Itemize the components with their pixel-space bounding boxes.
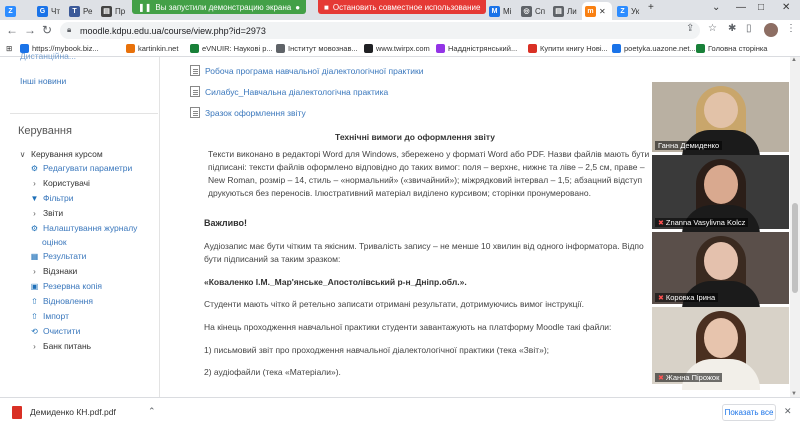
- scroll-down-icon[interactable]: ▼: [791, 391, 797, 397]
- bookmark-label: Головна сторінка: [708, 44, 768, 53]
- reset-arrow-icon: ⟲: [31, 326, 38, 336]
- bookmark-favicon-icon: [364, 44, 373, 53]
- globe-favicon-icon: ◎: [521, 6, 532, 17]
- sidebar-item-11[interactable]: [30, 296, 93, 306]
- tab-6[interactable]: [518, 2, 548, 20]
- tab-title: Чт: [51, 6, 60, 16]
- tab-active[interactable]: [582, 2, 612, 20]
- archive-icon: ▣: [30, 281, 39, 291]
- bookmark-star-icon[interactable]: ☆: [708, 23, 717, 34]
- paragraph-line: підписані: тексти файлів оформлено відповідно до таких вимог: поля – верхнє, нижнє та ліве – 2,5 см, праве –: [208, 162, 645, 172]
- sidebar-item-label: Керування курсом: [31, 149, 103, 159]
- document-favicon-icon: T: [69, 6, 80, 17]
- download-file-name[interactable]: Демиденко КН.pdf.pdf: [30, 407, 116, 417]
- mic-muted-icon: ✖: [658, 294, 664, 302]
- sidebar-section-title: Керування: [18, 125, 72, 137]
- sidebar-item-14[interactable]: [30, 341, 91, 351]
- bookmark-label: https://mybook.biz...: [32, 44, 99, 53]
- participant-name: Жанна Пірожок: [665, 373, 720, 382]
- chevron-down-icon: ∨: [19, 149, 26, 159]
- file-link[interactable]: [190, 65, 423, 76]
- page-scrollbar[interactable]: [790, 57, 800, 397]
- gear-icon: ⚙: [30, 223, 39, 233]
- sidebar-item-2[interactable]: [30, 163, 132, 173]
- stop-icon: ■: [324, 2, 329, 12]
- chevron-right-icon: ›: [33, 208, 36, 218]
- shield-check-icon: ●: [295, 2, 301, 12]
- tab-7[interactable]: [550, 2, 580, 20]
- stop-sharing-button[interactable]: [318, 0, 486, 14]
- document-icon: [190, 107, 200, 118]
- sidebar-item-1[interactable]: [18, 149, 103, 159]
- participant-video-tile[interactable]: [652, 307, 789, 384]
- tab-5[interactable]: [486, 2, 516, 20]
- minimize-icon[interactable]: —: [736, 2, 746, 13]
- sidebar-item-3[interactable]: [30, 178, 90, 188]
- address-bar[interactable]: [60, 22, 700, 39]
- sidebar-item-12[interactable]: [30, 311, 69, 321]
- close-icon[interactable]: ✕: [599, 6, 606, 16]
- apps-grid-icon[interactable]: ⊞: [6, 44, 13, 53]
- bookmark-favicon-icon: [436, 44, 445, 53]
- bookmark-label: Наддністрянський...: [448, 44, 518, 53]
- mic-muted-icon: ✖: [658, 219, 664, 227]
- back-icon[interactable]: ←: [6, 23, 18, 37]
- paragraph-line: Студенти мають чітко й ретельно записати отримані результати, дотримуючись вимог інструкції.: [204, 299, 585, 309]
- maximize-icon[interactable]: □: [758, 2, 765, 13]
- file-link[interactable]: [190, 86, 388, 97]
- paragraph-line: Аудіозапис має бути чітким та якісним. Тривалість запису – не менше 10 хвилин від одного інформатора. Відпо: [204, 241, 644, 251]
- chevron-right-icon: ›: [33, 266, 36, 276]
- chevron-right-icon: ›: [33, 341, 36, 351]
- sidebar-item-5[interactable]: [30, 208, 63, 218]
- tab-3[interactable]: [66, 2, 96, 20]
- bookmark-label: Купити книгу Нові...: [540, 44, 608, 53]
- upload-icon: ⇧: [31, 311, 38, 321]
- bookmark-item[interactable]: [696, 44, 767, 53]
- file-link-label: Зразок оформлення звіту: [205, 107, 306, 118]
- participant-name: Ганна Демиденко: [658, 141, 720, 150]
- participant-video-tile[interactable]: [652, 155, 789, 229]
- file-link-label: Силабус_Навчальна діалектологічна практика: [205, 86, 389, 97]
- meet-favicon-icon: M: [489, 6, 500, 17]
- table-icon: ▦: [30, 251, 39, 261]
- file-link[interactable]: [190, 107, 306, 118]
- stop-sharing-label: Остановить совместное использование: [332, 2, 481, 12]
- tab-2[interactable]: [34, 2, 64, 20]
- sidebar-item-label: Фільтри: [43, 193, 74, 203]
- bookmark-label: eVNUIR: Наукові р...: [202, 44, 273, 53]
- paragraph-line: На кінець проходження навчальної практики студенти завантажують на платформу Moodle такі файли:: [204, 322, 612, 332]
- share-icon[interactable]: ⇪: [686, 23, 695, 34]
- sidebar-item-label: Очистити: [43, 326, 81, 336]
- divider: [10, 113, 158, 114]
- bookmark-item[interactable]: [190, 44, 273, 53]
- bookmark-label: www.twirpx.com: [376, 44, 430, 53]
- sidebar-item-label: Редагувати параметри: [43, 163, 133, 173]
- bookmark-label: Інститут мовознав...: [288, 44, 358, 53]
- participant-face: [704, 165, 738, 203]
- reload-icon[interactable]: ↻: [42, 23, 53, 37]
- bookmark-favicon-icon: [126, 44, 135, 53]
- sidebar-item-label: Відзнаки: [43, 266, 78, 276]
- bookmark-favicon-icon: [612, 44, 621, 53]
- sidebar-item-13[interactable]: [30, 326, 80, 336]
- tab-4[interactable]: [98, 2, 128, 20]
- book-favicon-icon: ▤: [101, 6, 112, 17]
- sidebar-item-label: Відновлення: [43, 296, 93, 306]
- zoom-favicon-icon: Z: [617, 6, 628, 17]
- participant-name-tag: [655, 293, 718, 302]
- chrome-favicon-icon: G: [37, 6, 48, 17]
- participant-name: Коровка Ірина: [665, 293, 716, 302]
- address-url: moodle.kdpu.edu.ua/course/view.php?id=2973: [80, 25, 266, 36]
- document-icon: [190, 86, 200, 97]
- tab-title: Пр: [115, 6, 126, 16]
- close-icon[interactable]: ✕: [784, 406, 792, 416]
- paragraph-line: New Roman, розмір – 14, стиль – «нормальний» («звичайний»); міжрядковий інтервал – 1,5; абзацний відступ: [208, 175, 643, 185]
- tab-8[interactable]: [614, 2, 644, 20]
- browser-tab-strip: [0, 0, 800, 20]
- filter-icon: ▼: [30, 193, 39, 203]
- sidebar-item-8[interactable]: [30, 251, 86, 261]
- participant-face: [704, 318, 738, 358]
- sidebar-item-label: Звіти: [43, 208, 64, 218]
- gear-icon: ⚙: [30, 163, 39, 173]
- participant-name-tag: [655, 141, 722, 150]
- sidebar-item-7[interactable]: [42, 237, 67, 247]
- participant-video-tile[interactable]: [652, 82, 789, 152]
- bookmarks-bar: [0, 41, 800, 57]
- zoom-favicon-icon: Z: [5, 6, 16, 17]
- download-bar: [0, 397, 800, 428]
- bookmark-item[interactable]: [528, 44, 608, 53]
- tab-1[interactable]: [2, 2, 32, 20]
- sidebar-item-label: Банк питань: [43, 341, 92, 351]
- tab-title: Mi: [503, 6, 512, 16]
- bookmark-item[interactable]: [612, 44, 696, 53]
- upload-icon: ⇧: [31, 296, 38, 306]
- browser-toolbar: [0, 20, 800, 41]
- lock-icon: 🔒︎: [67, 25, 72, 34]
- bookmark-item[interactable]: [364, 44, 430, 53]
- participant-name-tag: [655, 373, 722, 382]
- participant-name-tag: [655, 218, 748, 227]
- sidebar-item-label: Налаштування журналу: [43, 223, 138, 233]
- tab-search-icon[interactable]: ⌄: [712, 2, 721, 13]
- moodle-favicon-icon: m: [585, 6, 596, 17]
- paragraph-line: 2) аудіофайли (тека «Матеріали»).: [204, 367, 341, 377]
- document-favicon-icon: ▤: [553, 6, 564, 17]
- participant-face: [704, 92, 738, 128]
- file-link-label: Робоча програма навчальної діалектологічної практики: [205, 65, 424, 76]
- example-filename: «Коваленко І.М._Мар'янське_Апостолівський р-н_Дніпр.обл.».: [204, 277, 467, 287]
- participant-face: [704, 242, 738, 279]
- new-tab-icon[interactable]: +: [648, 2, 654, 13]
- forward-icon[interactable]: →: [24, 23, 36, 37]
- bookmark-favicon-icon: [528, 44, 537, 53]
- sidebar-link-cut[interactable]: Дистанційна...: [20, 51, 76, 61]
- participant-video-tile[interactable]: [652, 232, 789, 304]
- mic-muted-icon: ✖: [658, 374, 664, 382]
- bookmark-item[interactable]: [276, 44, 358, 53]
- bookmark-favicon-icon: [276, 44, 285, 53]
- document-icon: [190, 65, 200, 76]
- sidebar-panel-icon[interactable]: ▯: [746, 23, 752, 34]
- paragraph-line: друкуються без переносів. Ілюстративний матеріал виділено курсивом; сторінки пронумеровано.: [208, 188, 591, 198]
- bookmark-favicon-icon: [696, 44, 705, 53]
- show-all-downloads-button[interactable]: Показать все: [722, 404, 776, 421]
- sidebar-item-label: Користувачі: [43, 178, 90, 188]
- sidebar-item-6[interactable]: [30, 223, 137, 233]
- sidebar-item-label: оцінок: [42, 237, 67, 247]
- bookmark-item[interactable]: [126, 44, 178, 53]
- tab-title: Ре: [83, 6, 93, 16]
- important-label: Важливо!: [204, 218, 248, 228]
- profile-avatar[interactable]: [764, 23, 778, 37]
- participant-name: Znanna Vasylivna Kolcz: [665, 218, 746, 227]
- window-close-icon[interactable]: ✕: [782, 2, 791, 13]
- tab-title: Сп: [535, 6, 546, 16]
- tab-title: Ук: [631, 6, 640, 16]
- paragraph-line: 1) письмовий звіт про проходження навчальної діалектологічної практики (тека «Звіт»);: [204, 345, 550, 355]
- menu-dots-icon[interactable]: ⋮: [786, 23, 796, 34]
- scrollbar-thumb[interactable]: [792, 203, 798, 293]
- tab-title: Ли: [567, 6, 577, 16]
- sidebar-item-9[interactable]: [30, 266, 77, 276]
- left-sidebar: [0, 51, 160, 397]
- sidebar-item-label: Резервна копія: [43, 281, 103, 291]
- bookmark-label: kartinkin.net: [138, 44, 179, 53]
- extensions-icon[interactable]: ✱: [728, 23, 737, 34]
- chevron-right-icon: ›: [33, 178, 36, 188]
- bookmark-item[interactable]: [436, 44, 517, 53]
- other-news-link[interactable]: Інші новини: [20, 76, 67, 86]
- scroll-up-icon[interactable]: ▲: [791, 57, 797, 63]
- course-content: [180, 57, 650, 397]
- paragraph-line: Тексти виконано в редакторі Word для Windows, збережено у форматі Word або PDF. Назви файлів мають бути: [208, 149, 650, 159]
- bookmark-favicon-icon: [190, 44, 199, 53]
- paragraph-line: бути підписаний за таким зразком:: [204, 254, 341, 264]
- sidebar-item-label: Результати: [43, 251, 87, 261]
- pause-icon[interactable]: ❚❚: [138, 2, 152, 12]
- pdf-file-icon: [12, 406, 22, 419]
- sidebar-item-4[interactable]: [30, 193, 73, 203]
- chevron-up-icon[interactable]: ⌃: [148, 406, 156, 416]
- bookmark-label: poetyka.uazone.net...: [624, 44, 696, 53]
- sidebar-item-10[interactable]: [30, 281, 102, 291]
- share-notice-text: Вы запустили демонстрацию экрана: [155, 2, 292, 12]
- requirements-heading: Технічні вимоги до оформлення звіту: [335, 132, 495, 142]
- screen-share-notice: [132, 0, 306, 14]
- sidebar-item-label: Імпорт: [43, 311, 69, 321]
